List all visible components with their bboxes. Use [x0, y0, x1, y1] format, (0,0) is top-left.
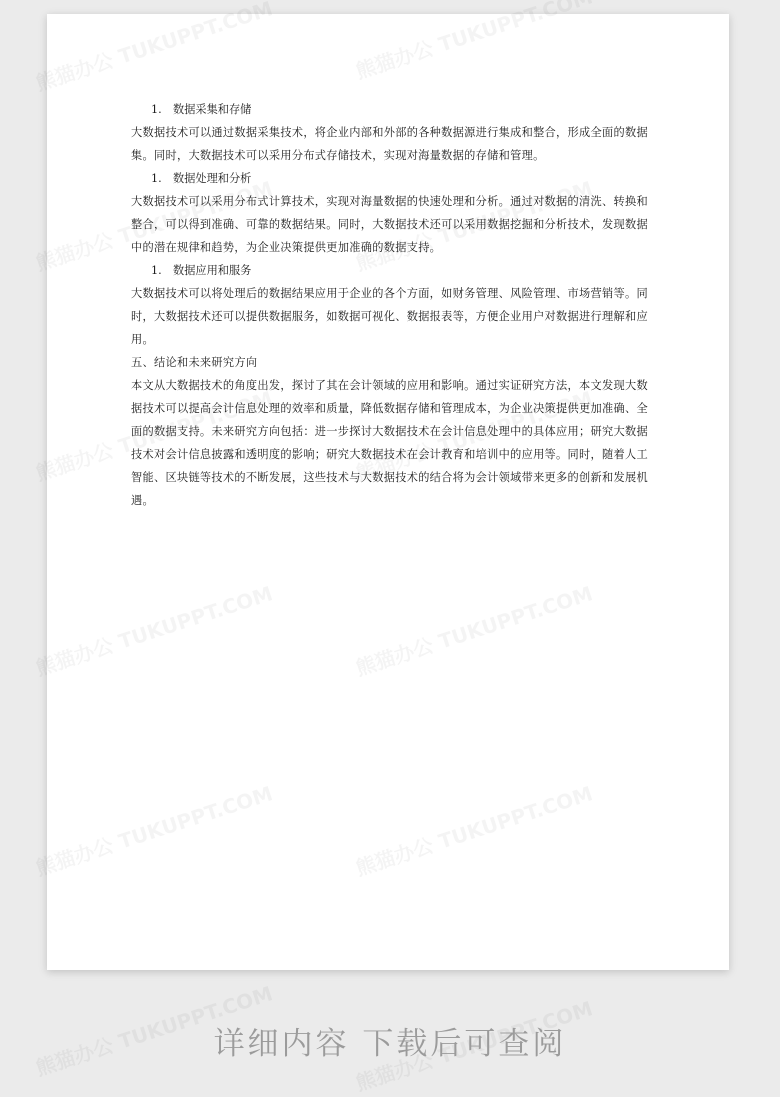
list-number: 1.: [151, 172, 162, 185]
list-item: [131, 259, 651, 282]
paragraph: 本文从大数据技术的角度出发，探讨了其在会计领域的应用和影响。通过实证研究方法，本文发现大数据技术可以提高会计信息处理的效率和质量，降低数据存储和管理成本，为企业决策提供更加准确、全面的数据支持。未来研究方向包括：进一步探讨大数据技术在会计信息处理中的具体应用；研究大数据技术对会计信息披露和透明度的影响；研究大数据技术在会计教育和培训中的应用等。同时，随着人工智能、区块链等技术的不断发展，这些技术与大数据技术的结合将为会计领域带来更多的创新和发展机遇。: [131, 379, 648, 507]
paragraph: 大数据技术可以将处理后的数据结果应用于企业的各个方面，如财务管理、风险管理、市场营销等。同时，大数据技术还可以提供数据服务，如数据可视化、数据报表等，方便企业用户对数据进行理解和应用。: [131, 287, 648, 346]
list-item: [131, 98, 651, 121]
list-number: 1.: [151, 264, 162, 277]
list-heading: 数据采集和存储: [173, 103, 252, 116]
list-number: 1.: [151, 103, 162, 116]
paragraph: 大数据技术可以采用分布式计算技术，实现对海量数据的快速处理和分析。通过对数据的清洗、转换和整合，可以得到准确、可靠的数据结果。同时，大数据技术还可以采用数据挖掘和分析技术，发现数据中的潜在规律和趋势，为企业决策提供更加准确的数据支持。: [131, 195, 648, 254]
section-heading: 五、结论和未来研究方向: [131, 356, 258, 369]
document-body: [131, 98, 651, 512]
document-page: [47, 14, 729, 970]
paragraph: 大数据技术可以通过数据采集技术，将企业内部和外部的各种数据源进行集成和整合，形成全面的数据集。同时，大数据技术可以采用分布式存储技术，实现对海量数据的存储和管理。: [131, 126, 648, 162]
list-heading: 数据应用和服务: [173, 264, 252, 277]
footer-download-hint: 详细内容 下载后可查阅: [213, 1026, 567, 1062]
list-item: [131, 167, 651, 190]
list-heading: 数据处理和分析: [173, 172, 252, 185]
